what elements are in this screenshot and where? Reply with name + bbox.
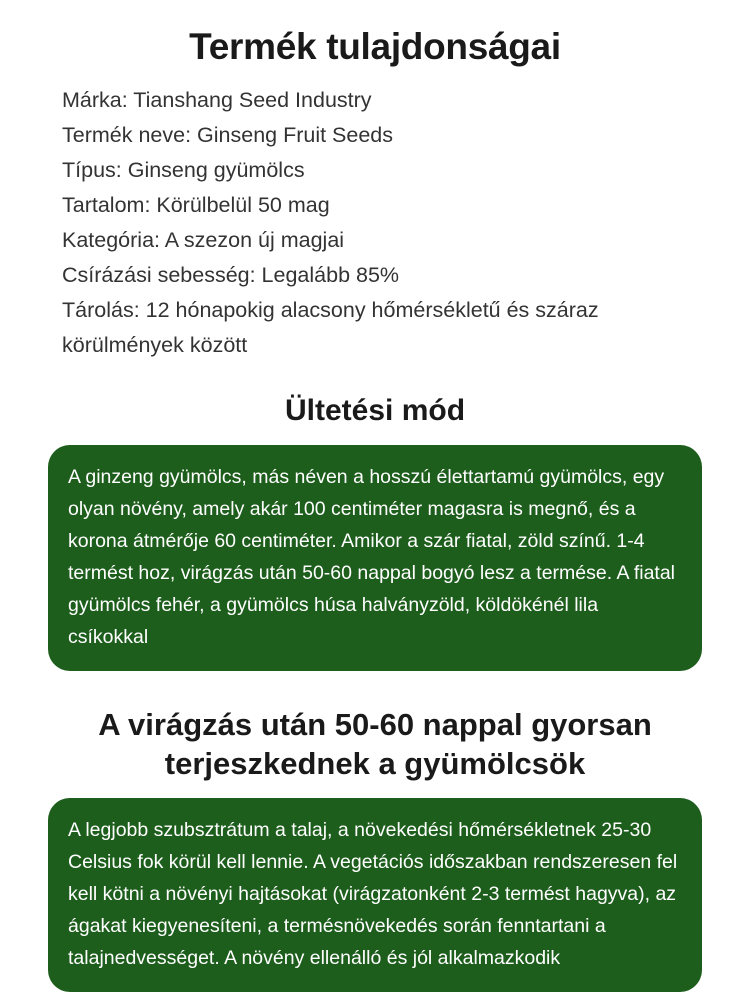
growth-care-panel <box>48 798 702 992</box>
planting-method-text: A ginzeng gyümölcs, más néven a hosszú élettartamú gyümölcs, egy olyan növény, amely akár 100 centiméter magasra is megnő, és a korona átmérője 60 centiméter. Amikor a szár fiatal, zöld színű. 1-4 termést hoz, virágzás után 50-60 nappal bogyó lesz a termése. A fiatal gyümölcs fehér, a gyümölcs húsa halványzöld, köldökénél lila csíkokkal <box>68 465 676 648</box>
spec-item-content: Tartalom: Körülbelül 50 mag <box>62 192 330 217</box>
spec-item-storage: Tárolás: 12 hónapokig alacsony hőmérsékletű és száraz körülmények között <box>62 297 605 357</box>
page-title: Termék tulajdonságai <box>189 26 561 67</box>
planting-method-panel <box>48 445 702 671</box>
product-spec-list <box>0 83 750 363</box>
spec-item-category: Kategória: A szezon új magjai <box>62 227 345 252</box>
spec-item-germination-rate: Csírázási sebesség: Legalább 85% <box>62 262 400 287</box>
spec-item-type: Típus: Ginseng gyümölcs <box>62 157 305 182</box>
spec-item-brand: Márka: Tianshang Seed Industry <box>62 87 372 112</box>
growth-care-text: A legjobb szubsztrátum a talaj, a növekedési hőmérsékletnek 25-30 Celsius fok körül kell lennie. A vegetációs időszakban rendszeresen fel kell kötni a növényi hajtásokat (virágzatonként 2-3 termést hagyva), az ágakat kiegyenesíteni, a termésnövekedés során fenntartani a talajnedvességet. A növény ellenálló és jól alkalmazkodik <box>68 818 678 969</box>
spec-item-product-name: Termék neve: Ginseng Fruit Seeds <box>62 122 394 147</box>
planting-method-heading: Ültetési mód <box>284 393 466 427</box>
growth-heading: A virágzás után 50-60 nappal gyorsan terjeszkednek a gyümölcsök <box>98 706 652 782</box>
